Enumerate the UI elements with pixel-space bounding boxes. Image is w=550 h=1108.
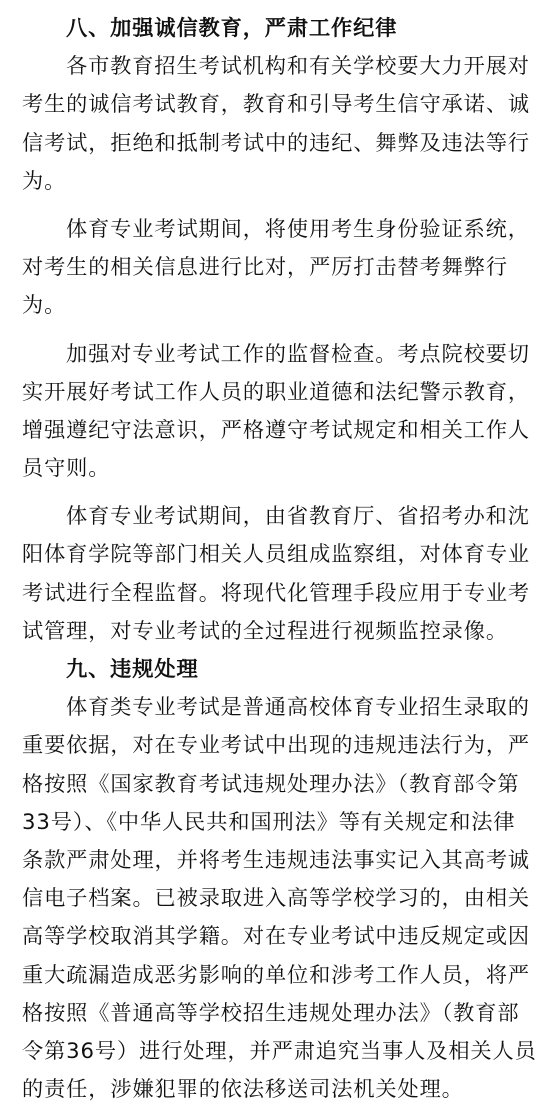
paragraph-line: 体育类专业考试是普通高校体育专业招生录取的 (66, 694, 530, 720)
paragraph-line: 体育专业考试期间，将使用考生身份验证系统， (66, 215, 530, 241)
section-8-paragraph-3 (0, 335, 550, 488)
paragraph-line: 条款严肃处理，并将考生违规违法事实记入其高考诚 (22, 846, 531, 872)
paragraph-line: 对考生的相关信息进行比对，严厉打击替考舞弊行 (22, 254, 508, 280)
paragraph-line: 考生的诚信考试教育，教育和引导考生信守承诺、诚 (22, 91, 531, 117)
paragraph-line: 格按照《普通高等学校招生违规处理办法》（教育部 (22, 999, 520, 1025)
paragraph-line: 为。 (22, 167, 67, 193)
paragraph-gap (0, 487, 550, 497)
paragraph-line: 增强遵纪守法意识，严格遵守考试规定和相关工作人 (22, 416, 531, 442)
paragraph-line: 为。 (22, 292, 67, 318)
section-8-heading: 八、加强诚信教育，严肃工作纪律 (66, 15, 398, 40)
paragraph-line: 信电子档案。已被录取进入高等学校学习的，由相关 (22, 885, 531, 911)
section-8-paragraph-4 (0, 497, 550, 650)
paragraph-line: 33号）、《中华人民共和国刑法》等有关规定和法律 (22, 808, 516, 834)
paragraph-line: 试管理，对专业考试的全过程进行视频监控录像。 (22, 617, 508, 643)
paragraph-line: 高等学校取消其学籍。对在专业考试中违反规定或因 (22, 923, 531, 949)
paragraph-line: 员守则。 (22, 455, 111, 481)
paragraph-line: 的责任，涉嫌犯罪的依法移送司法机关处理。 (22, 1076, 464, 1102)
paragraph-line: 考试进行全程监督。将现代化管理手段应用于专业考 (22, 579, 531, 605)
section-9-heading: 九、违规处理 (66, 656, 199, 681)
paragraph-line: 信考试，拒绝和抵制考试中的违纪、舞弊及违法等行 (22, 129, 531, 155)
section-9-paragraph-1 (0, 688, 550, 1108)
paragraph-line: 阳体育学院等部门相关人员组成监察组，对体育专业 (22, 541, 531, 567)
paragraph-line: 加强对专业考试工作的监督检查。考点院校要切 (66, 340, 530, 366)
paragraph-line: 实开展好考试工作人员的职业道德和法纪警示教育， (22, 378, 531, 404)
section-8-paragraph-1 (0, 47, 550, 200)
paragraph-line: 各市教育招生考试机构和有关学校要大力开展对 (66, 53, 530, 79)
paragraph-gap (0, 325, 550, 335)
paragraph-line: 令第36号）进行处理，并严肃追究当事人及相关人员 (22, 1037, 537, 1063)
paragraph-line: 重大疏漏造成恶劣影响的单位和涉考工作人员，将严 (22, 961, 531, 987)
section-8-paragraph-2 (0, 210, 550, 325)
paragraph-line: 重要依据，对在专业考试中出现的违规违法行为，严 (22, 732, 531, 758)
paragraph-gap (0, 200, 550, 210)
paragraph-line: 体育专业考试期间，由省教育厅、省招考办和沈 (66, 503, 530, 529)
paragraph-line: 格按照《国家教育考试违规处理办法》（教育部令第 (22, 770, 520, 796)
